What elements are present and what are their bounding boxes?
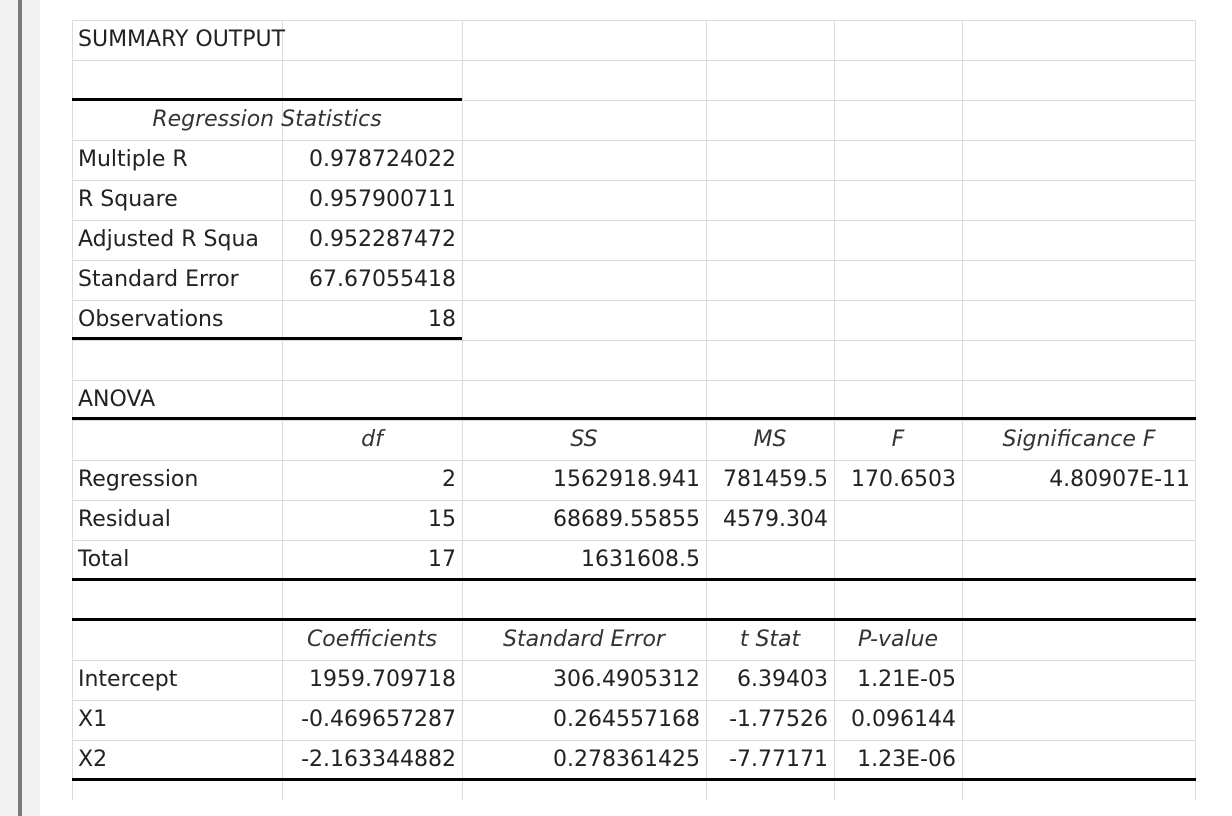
anova-f: 170.6503 (851, 467, 956, 492)
coef-t-stat: -1.77526 (729, 707, 828, 732)
coef-p-value: 1.21E-05 (857, 667, 956, 692)
reg-stat-value: 0.952287472 (309, 227, 456, 252)
anova-ms: 4579.304 (723, 507, 828, 532)
anova-significance-f: 4.80907E-11 (1049, 467, 1190, 492)
coef-row-label: Intercept (78, 667, 178, 692)
coef-header-standard-error: Standard Error (503, 627, 665, 652)
anova-header-df: df (361, 427, 383, 452)
coef-standard-error: 0.278361425 (553, 747, 700, 772)
coef-p-value: 0.096144 (851, 707, 956, 732)
reg-stat-value: 18 (428, 307, 456, 332)
spreadsheet-grid (72, 20, 1196, 800)
anova-header-ss: SS (570, 427, 598, 452)
anova-df: 17 (428, 547, 456, 572)
reg-stat-value: 0.978724022 (309, 147, 456, 172)
coef-value: 1959.709718 (309, 667, 456, 692)
anova-df: 2 (442, 467, 456, 492)
left-window-edge (0, 0, 40, 816)
reg-stat-label: R Square (78, 187, 178, 212)
grid-col-line (962, 20, 963, 800)
anova-ss: 1562918.941 (553, 467, 700, 492)
reg-stat-label: Observations (78, 307, 224, 332)
coef-row-label: X1 (78, 707, 108, 732)
coef-row-label: X2 (78, 747, 108, 772)
anova-header-f: F (891, 427, 905, 452)
anova-header-significance-f: Significance F (1002, 427, 1156, 452)
reg-stat-value: 67.67055418 (309, 267, 456, 292)
grid-row-line (72, 340, 1196, 341)
anova-title: ANOVA (78, 387, 156, 412)
anova-row-label: Total (78, 547, 130, 572)
coef-header-t-stat: t Stat (739, 627, 801, 652)
anova-row-label: Regression (78, 467, 199, 492)
coef-header-p-value: P-value (857, 627, 939, 652)
coef-value: -0.469657287 (301, 707, 456, 732)
reg-stat-label: Standard Error (78, 267, 239, 292)
coef-p-value: 1.23E-06 (857, 747, 956, 772)
anova-header-ms: MS (753, 427, 787, 452)
anova-row-label: Residual (78, 507, 171, 532)
anova-df: 15 (428, 507, 456, 532)
anova-ss: 68689.55855 (553, 507, 700, 532)
grid-col-line (1195, 20, 1196, 800)
coef-header-coefficients: Coefficients (306, 627, 438, 652)
left-border-line (18, 0, 22, 816)
coef-t-stat: -7.77171 (729, 747, 828, 772)
reg-stat-value: 0.957900711 (309, 187, 456, 212)
grid-row-line (72, 60, 1196, 61)
coef-t-stat: 6.39403 (737, 667, 828, 692)
anova-ss: 1631608.5 (581, 547, 700, 572)
reg-stat-label: Multiple R (78, 147, 188, 172)
anova-ms: 781459.5 (723, 467, 828, 492)
coef-standard-error: 0.264557168 (553, 707, 700, 732)
coef-value: -2.163344882 (301, 747, 456, 772)
reg-stats-header: Regression Statistics (152, 107, 382, 132)
coef-standard-error: 306.4905312 (553, 667, 700, 692)
reg-stat-label: Adjusted R Squa (78, 227, 259, 252)
summary-title: SUMMARY OUTPUT (78, 27, 286, 52)
